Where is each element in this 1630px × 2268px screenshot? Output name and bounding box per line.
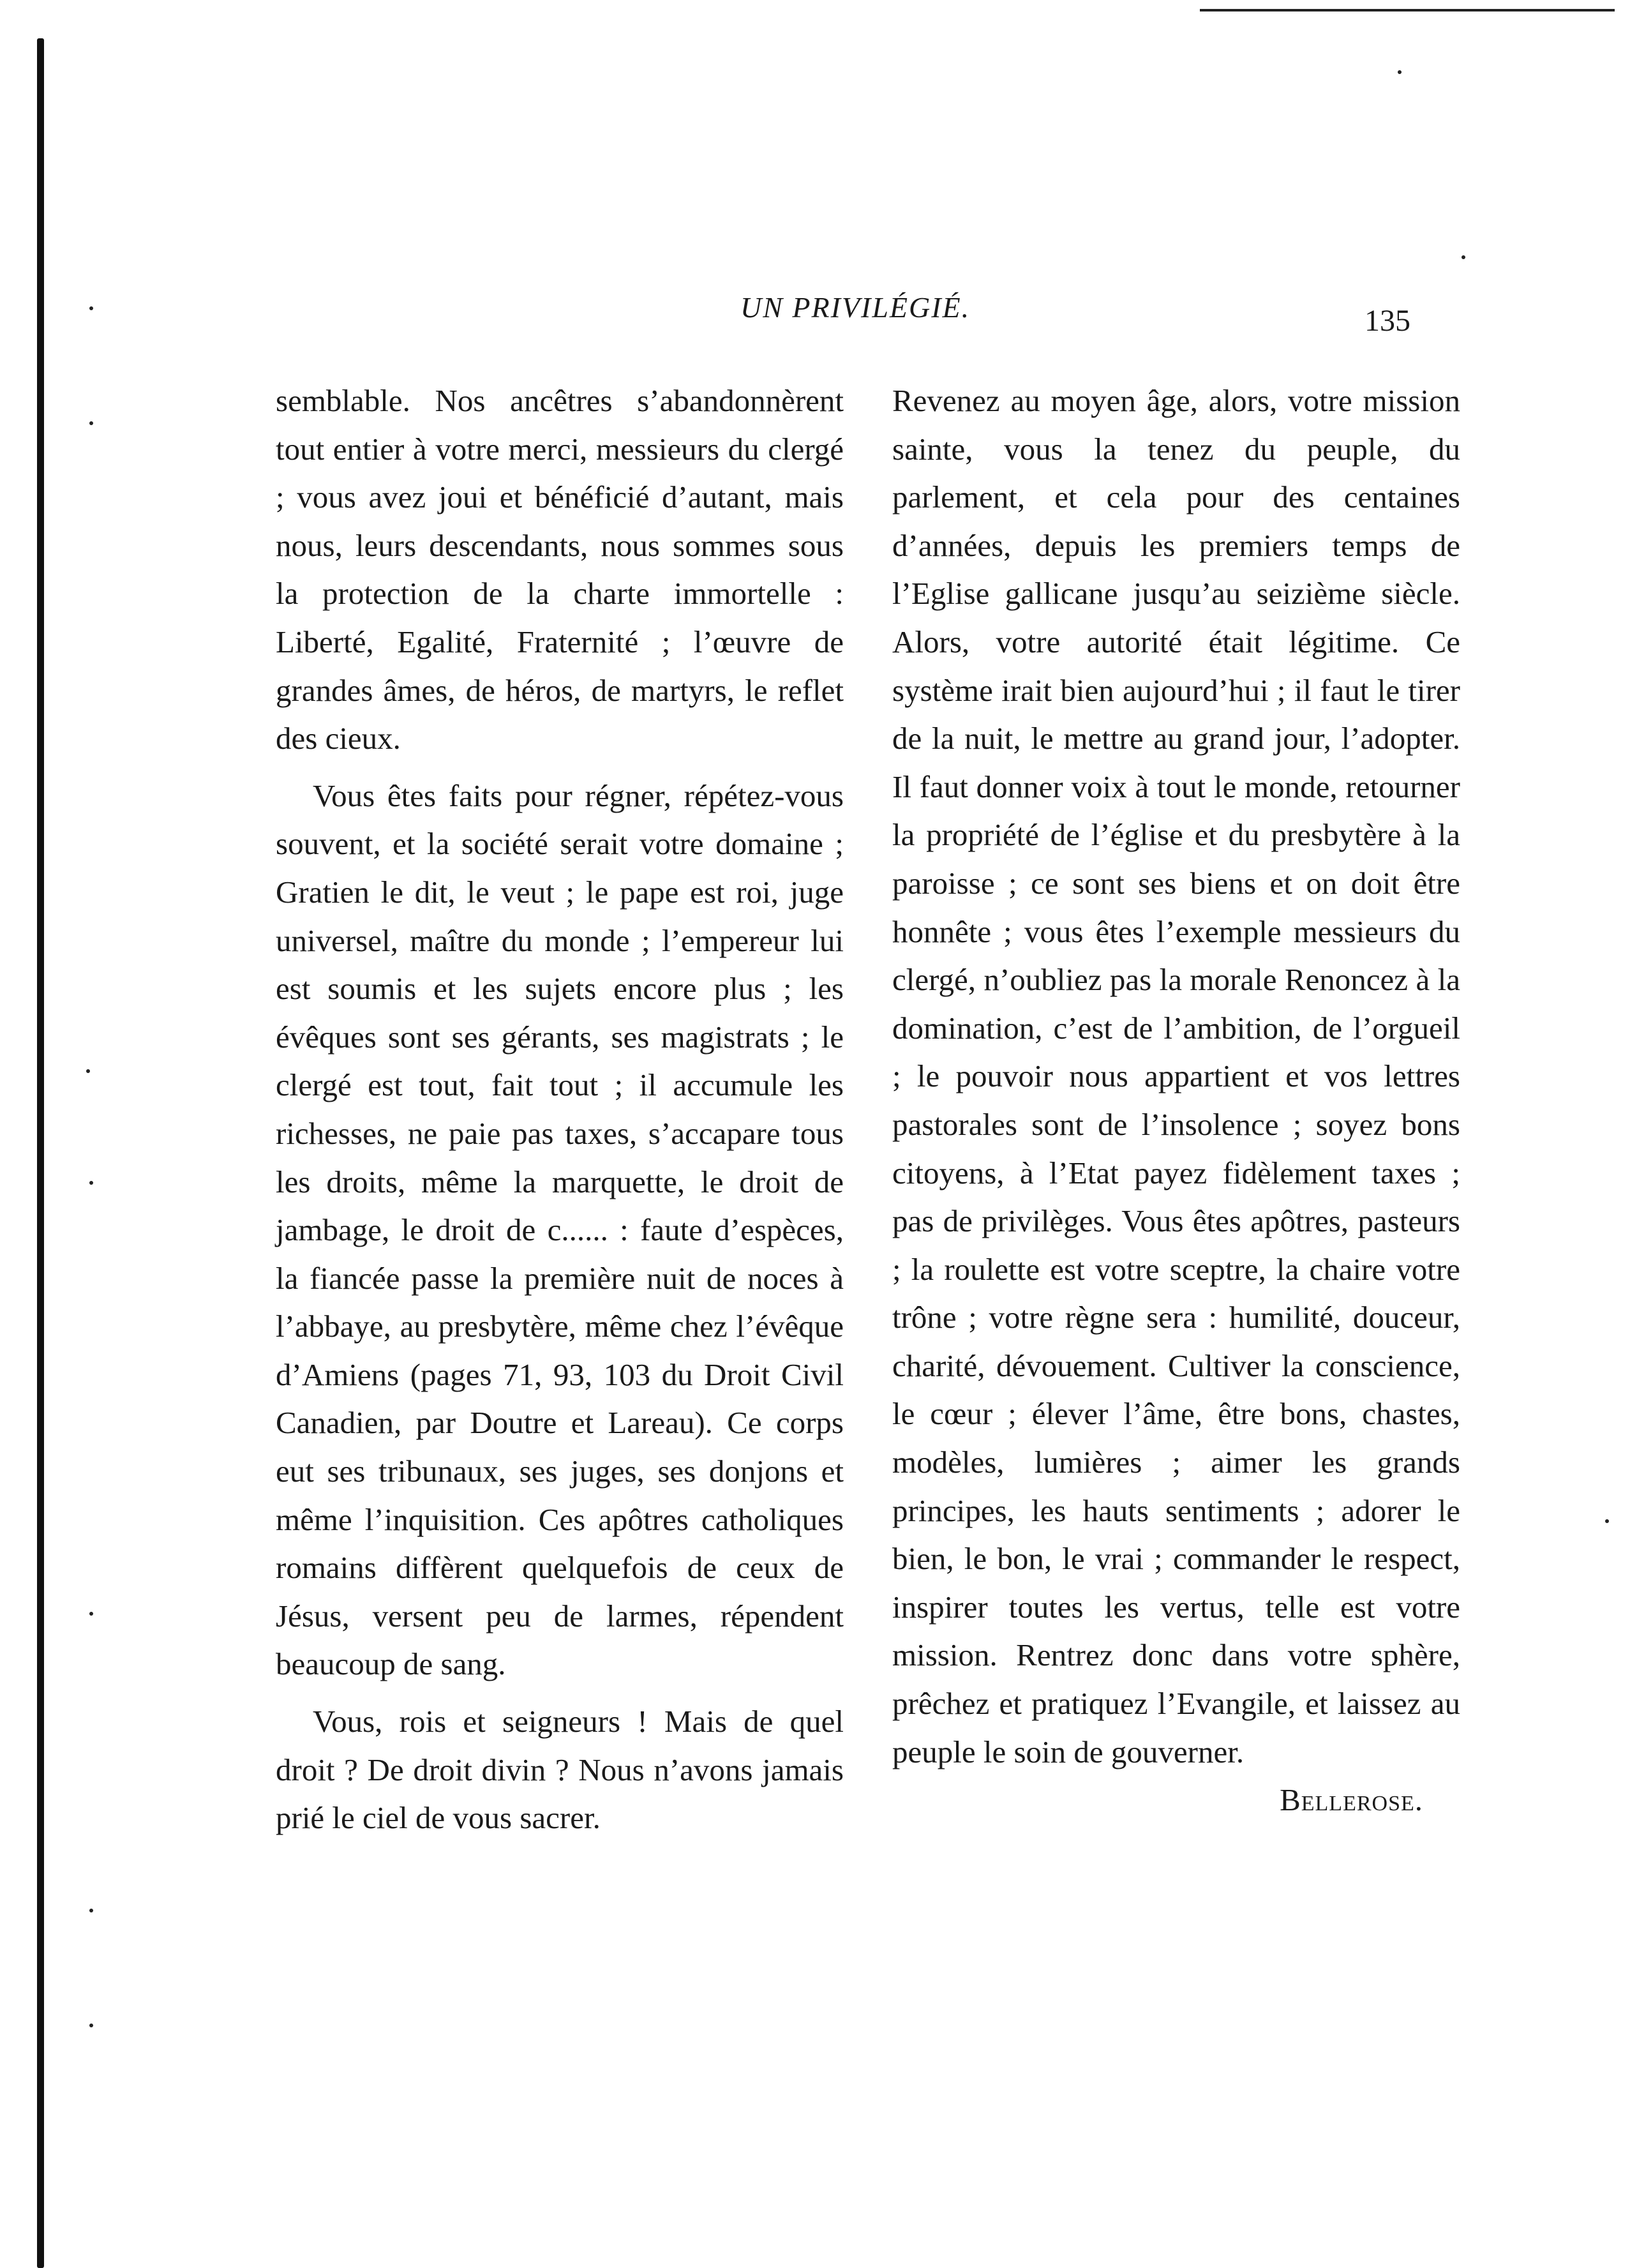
- scan-speck: [1398, 70, 1402, 74]
- left-column: [276, 377, 844, 1842]
- scan-speck: [89, 421, 93, 425]
- paragraph: Revenez au moyen âge, alors, votre mission sainte, vous la tenez du peuple, du parlement, et cela pour des centaines d’années, depuis les premiers temps de l’Eglise gallicane jusqu’au seizième siècle. Alors, votre autorité était légitime. Ce système irait bien aujourd’hui ; il faut le tirer de la nuit, le mettre au grand jour, l’adopter. Il faut donner voix à tout le monde, retourner la propriété de l’église et du presbytère à la paroisse ; ce sont ses biens et on doit être honnête ; vous êtes l’exemple messieurs du clergé, n’oubliez pas la morale Renoncez à la domination, c’est de l’ambition, de l’orgueil ; le pouvoir nous appartient et vos lettres pastorales sont de l’insolence ; soyez bons citoyens, à l’Etat payez fidèlement taxes ; pas de privilèges. Vous êtes apôtres, pasteurs ; la roulette est votre sceptre, la chaire votre trône ; votre règne sera : humilité, douceur, charité, dévouement. Cultiver la conscience, le cœur ; élever l’âme, être bons, chastes, modèles, lumières ; aimer les grands principes, les hauts sentiments ; adorer le bien, le bon, le vrai ; commander le respect, inspirer toutes les vertus, telle est votre mission. Rentrez donc dans votre sphère, prêchez et pratiquez l’Evangile, et laissez au peuple le soin de gouverner.: [892, 383, 1460, 1769]
- scan-speck: [1462, 255, 1465, 259]
- scan-speck: [86, 1069, 90, 1073]
- right-column: [892, 377, 1460, 1824]
- scan-speck: [89, 1612, 93, 1616]
- running-title: UN PRIVILÉGIÉ.: [740, 291, 971, 324]
- paragraph: semblable. Nos ancêtres s’abandonnèrent tout entier à votre merci, messieurs du clergé ; vous avez joui et bénéficié d’autant, mais nous, leurs descendants, nous sommes sous la protection de la charte immortelle : Liberté, Egalité, Fraternité ; l’œuvre de grandes âmes, de héros, de martyrs, le reflet des cieux.: [276, 383, 844, 756]
- scan-speck: [1605, 1519, 1609, 1523]
- paragraph: Vous êtes faits pour régner, répétez-vous souvent, et la société serait votre domaine ; Gratien le dit, le veut ; le pape est roi, juge universel, maître du monde ; l’empereur lui est soumis et les sujets encore plus ; les évêques sont ses gérants, ses magistrats ; le clergé est tout, fait tout ; il accumule les richesses, ne paie pas taxes, s’accapare tous les droits, même la marquette, le droit de jambage, le droit de c...... : faute d’espèces, la fiancée passe la première nuit de noces à l’abbaye, au presbytère, même chez l’évêque d’Amiens (pages 71, 93, 103 du Droit Civil Canadien, par Doutre et Lareau). Ce corps eut ses tribunaux, ses juges, ses donjons et même l’inquisition. Ces apôtres catholiques romains diffèrent quelquefois de ceux de Jésus, versent peu de larmes, répendent beaucoup de sang.: [276, 777, 844, 1682]
- scan-speck: [89, 306, 93, 310]
- scan-speck: [89, 2024, 93, 2027]
- scan-speck: [89, 1181, 93, 1185]
- page-number: 135: [1365, 304, 1410, 338]
- top-edge-rule: [1200, 9, 1615, 11]
- binding-edge-shadow: [37, 38, 44, 2268]
- author-signature: Bellerose.: [1280, 1782, 1423, 1818]
- scan-speck: [89, 1909, 93, 1912]
- paragraph: Vous, rois et seigneurs ! Mais de quel droit ? De droit divin ? Nous n’avons jamais prié le ciel de vous sacrer.: [276, 1704, 844, 1836]
